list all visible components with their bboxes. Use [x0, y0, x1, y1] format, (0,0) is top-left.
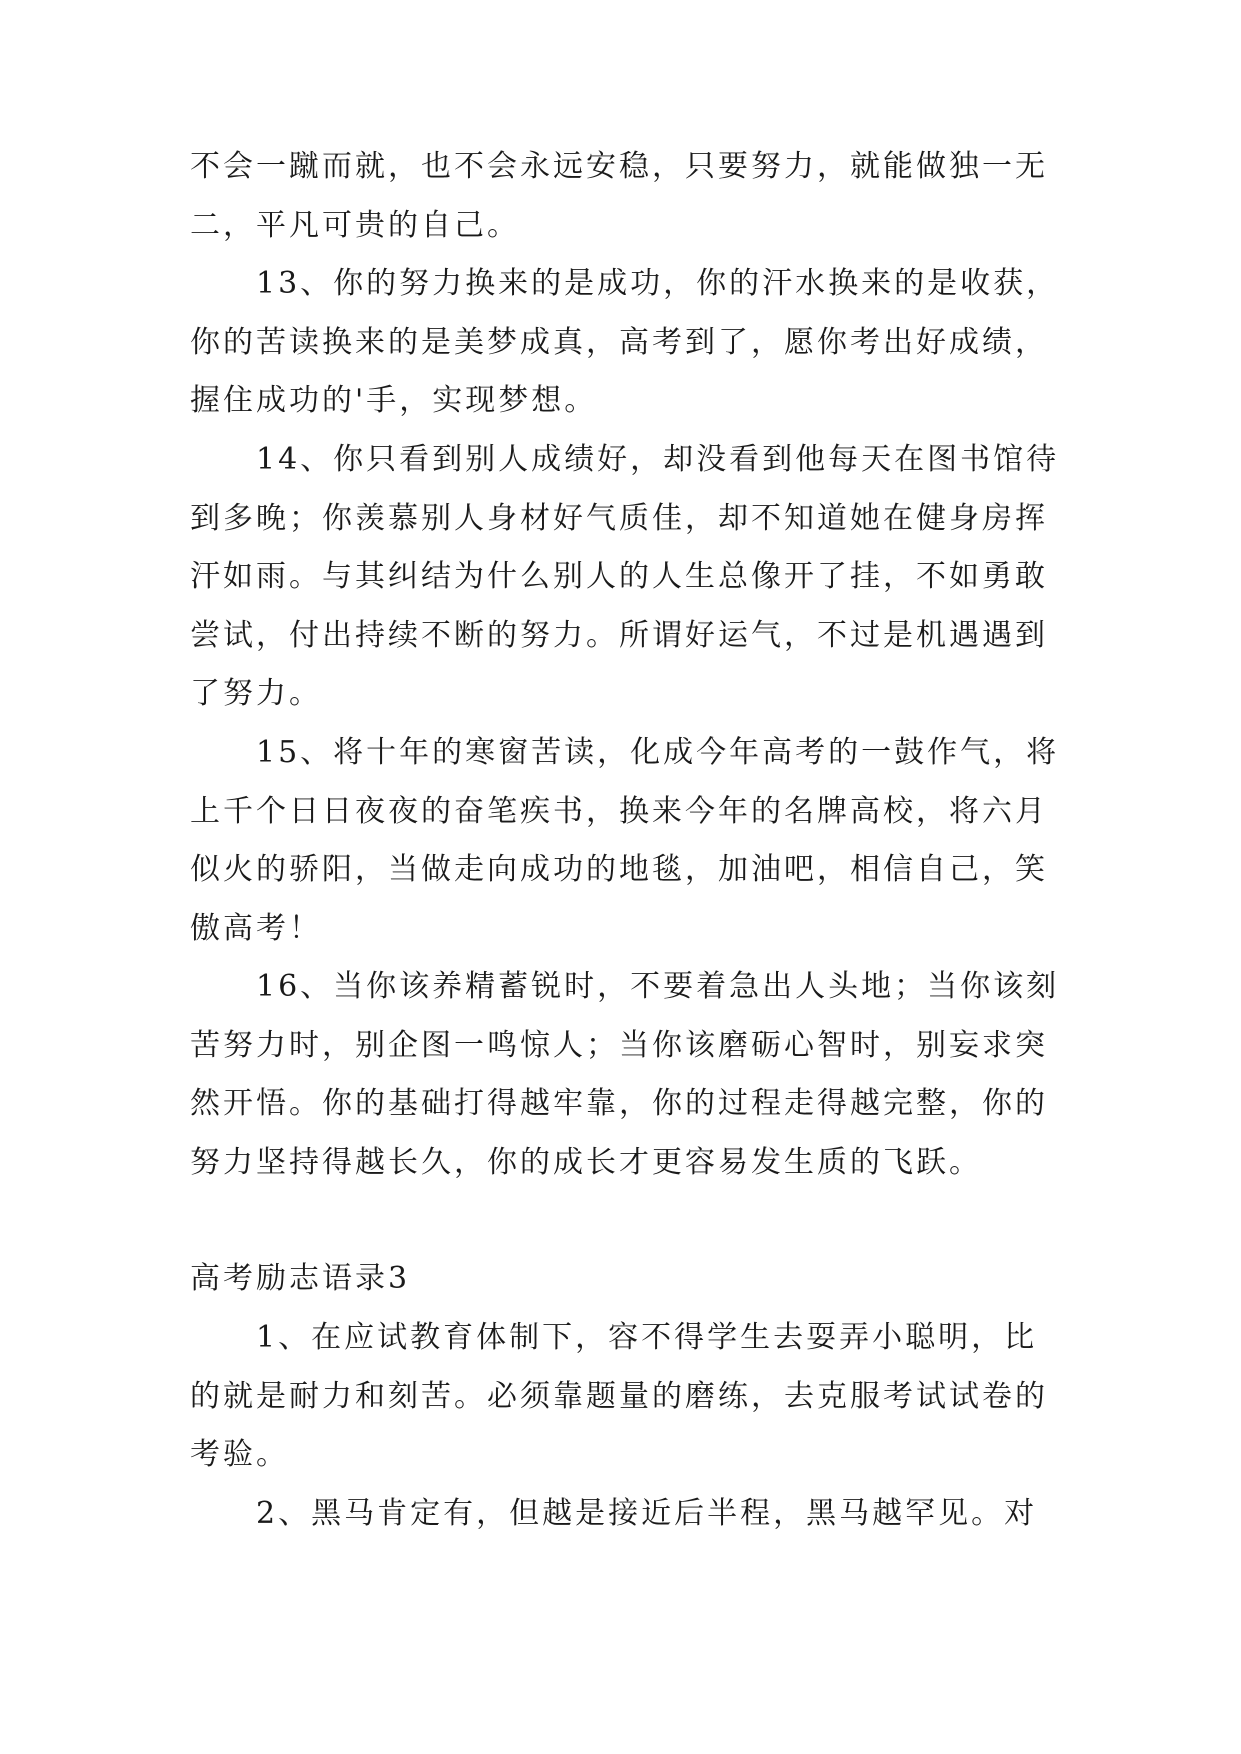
text-line: 尝试，付出持续不断的努力。所谓好运气，不过是机遇遇到: [190, 617, 1048, 653]
text-line: 16、当你该养精蓄锐时，不要着急出人头地；当你该刻: [256, 969, 1060, 1004]
paragraph-item-13: [190, 255, 1060, 431]
text-line: 傲高考！: [190, 910, 322, 946]
section-heading-text: 高考励志语录3: [190, 1261, 411, 1296]
text-line: 努力坚持得越长久，你的成长才更容易发生质的飞跃。: [190, 1144, 982, 1180]
text-line: 然开悟。你的基础打得越牢靠，你的过程走得越完整，你的: [190, 1086, 1048, 1121]
text-line: 上千个日日夜夜的奋笔疾书，换来今年的名牌高校，将六月: [190, 793, 1048, 829]
text-line: 了努力。: [190, 676, 322, 711]
text-line: 苦努力时，别企图一鸣惊人；当你该磨砺心智时，别妄求突: [190, 1027, 1048, 1063]
text-line: 汗如雨。与其纠结为什么别人的人生总像开了挂，不如勇敢: [190, 559, 1048, 594]
text-line: 2、黑马肯定有，但越是接近后半程，黑马越罕见。对: [256, 1496, 1038, 1531]
text-line: 15、将十年的寒窗苦读，化成今年高考的一鼓作气，将: [256, 735, 1060, 770]
text-line: 到多晚；你羡慕别人身材好气质佳，却不知道她在健身房挥: [190, 500, 1048, 536]
text-line: 考验。: [190, 1437, 289, 1472]
text-line: 似火的骄阳，当做走向成功的地毯，加油吧，相信自己，笑: [190, 852, 1048, 887]
text-line: 二，平凡可贵的自己。: [190, 207, 520, 243]
text-line: 你的苦读换来的是美梦成真，高考到了，愿你考出好成绩，: [190, 324, 1048, 360]
paragraph-item-14: [190, 431, 1060, 724]
paragraph-item-16: [190, 958, 1060, 1192]
paragraph-continuation: [190, 138, 1050, 255]
text-line: 不会一蹴而就，也不会永远安稳，只要努力，就能做独一无: [190, 149, 1048, 184]
text-line: 13、你的努力换来的是成功，你的汗水换来的是收获，: [256, 266, 1060, 301]
paragraph-item-15: [190, 724, 1060, 958]
section-paragraph-item-1: [190, 1309, 1050, 1485]
section-heading: [190, 1250, 1050, 1309]
text-line: 握住成功的'手，实现梦想。: [190, 383, 598, 418]
section-paragraph-item-2: [190, 1485, 1050, 1544]
text-line: 1、在应试教育体制下，容不得学生去耍弄小聪明，比: [256, 1320, 1038, 1355]
text-line: 的就是耐力和刻苦。必须靠题量的磨练，去克服考试试卷的: [190, 1378, 1048, 1414]
text-line: 14、你只看到别人成绩好，却没看到他每天在图书馆待: [256, 442, 1060, 477]
